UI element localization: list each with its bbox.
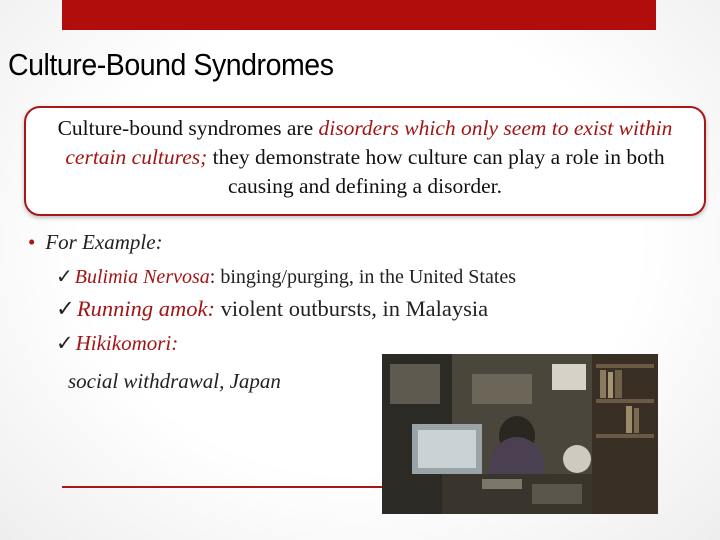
example-separator: : <box>209 266 221 288</box>
example-desc-hikikomori: social withdrawal, Japan <box>68 369 281 393</box>
definition-rest: they demonstrate how culture can play a role in both causing and defining a disorder. <box>207 145 665 198</box>
hikikomori-room-photo <box>382 354 658 514</box>
definition-text <box>32 114 698 201</box>
example-desc: violent outbursts, in Malaysia <box>220 296 489 321</box>
examples-heading <box>28 230 163 255</box>
checkmark-icon: ✓ <box>56 331 74 355</box>
example-desc: binging/purging, in the United States <box>220 266 517 288</box>
example-item-bulimia <box>56 264 516 289</box>
example-item-amok <box>56 296 488 322</box>
slide-title: Culture-Bound Syndromes <box>8 47 334 82</box>
top-accent-bar <box>62 0 656 30</box>
checkmark-icon: ✓ <box>56 266 73 288</box>
examples-heading-text: For Example: <box>45 230 163 254</box>
definition-lead: Culture-bound syndromes are <box>57 116 319 140</box>
bullet-icon: • <box>28 230 36 254</box>
example-item-hikikomori <box>56 331 178 356</box>
example-term: Bulimia Nervosa <box>74 266 210 288</box>
example-term: Running amok <box>76 296 208 321</box>
example-separator: : <box>171 331 179 355</box>
bottom-divider <box>62 486 382 488</box>
photo-illustration <box>382 354 658 514</box>
definition-highlight: disorders which only seem to exist within certain cultures; <box>65 116 673 169</box>
checkmark-icon: ✓ <box>56 296 75 321</box>
definition-box <box>24 106 706 216</box>
example-term: Hikikomori <box>75 331 172 355</box>
example-separator: : <box>207 296 221 321</box>
